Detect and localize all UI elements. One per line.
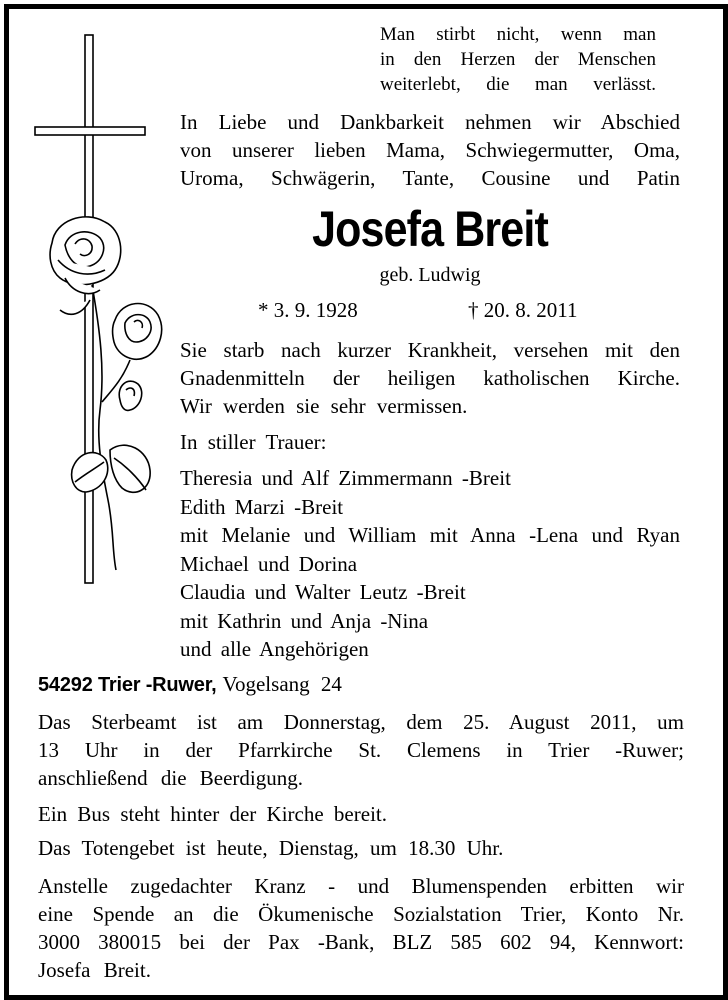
- birth-date: * 3. 9. 1928: [258, 298, 358, 322]
- mourner-line: Edith Marzi -Breit: [180, 494, 344, 519]
- donation-line: eine Spende an die Ökumenische Sozialstation Trier, Konto Nr.: [38, 902, 684, 926]
- mourner-line: Michael und Dorina: [180, 551, 358, 576]
- rose-flower-lower-icon: [113, 304, 162, 360]
- address-street: Vogelsang 24: [222, 672, 342, 696]
- address-city: 54292 Trier -Ruwer,: [38, 674, 217, 696]
- mourner-line: mit Melanie und William mit Anna -Lena und Ryan: [180, 523, 680, 547]
- intro-line: In Liebe und Dankbarkeit nehmen wir Abschied: [180, 110, 680, 134]
- deceased-name: Josefa Breit: [312, 201, 548, 257]
- mourner-line: Claudia und Walter Leutz -Breit: [180, 580, 466, 604]
- mourner-line: und alle Angehörigen: [180, 637, 369, 661]
- death-notice: [180, 336, 680, 420]
- funeral-line: 13 Uhr in der Pfarrkirche St. Clemens in Trier -Ruwer;: [38, 738, 684, 762]
- rose-bud-icon: [119, 381, 141, 410]
- motto-line: weiterlebt, die man verlässt.: [380, 74, 656, 95]
- rose-flower-upper-icon: [50, 217, 121, 294]
- funeral-details: [38, 708, 684, 792]
- mourner-line: Theresia und Alf Zimmermann -Breit: [180, 466, 511, 490]
- funeral-line: anschließend die Beerdigung.: [38, 766, 304, 790]
- donation-line: 3000 380015 bei der Pax -Bank, BLZ 585 602 94, Kennwort:: [38, 930, 684, 954]
- motto-line: Man stirbt nicht, wenn man: [380, 24, 656, 45]
- mourning-label: In stiller Trauer:: [180, 430, 327, 454]
- donation-request: [38, 872, 684, 984]
- death-notice-line: Sie starb nach kurzer Krankheit, versehen mit den: [180, 338, 680, 362]
- birth-name: geb. Ludwig: [379, 264, 481, 286]
- intro-line: von unserer lieben Mama, Schwiegermutter, Oma,: [180, 138, 680, 162]
- death-notice-line: Wir werden sie sehr vermissen.: [180, 394, 468, 418]
- bus-note: Ein Bus steht hinter der Kirche bereit.: [38, 802, 387, 826]
- donation-line: Josefa Breit.: [38, 958, 151, 982]
- intro-paragraph: [180, 108, 680, 192]
- intro-line: Uroma, Schwägerin, Tante, Cousine und Patin: [180, 166, 680, 190]
- death-notice-line: Gnadenmitteln der heiligen katholischen Kirche.: [180, 366, 680, 390]
- mourners-list: [180, 464, 680, 664]
- funeral-line: Das Sterbeamt ist am Donnerstag, dem 25. August 2011, um: [38, 710, 684, 734]
- donation-line: Anstelle zugedachter Kranz - und Blumenspenden erbitten wir: [38, 874, 684, 898]
- prayer-note: Das Totengebet ist heute, Dienstag, um 18.30 Uhr.: [38, 836, 504, 860]
- mourner-line: mit Kathrin und Anja -Nina: [180, 608, 429, 633]
- death-date: † 20. 8. 2011: [468, 298, 578, 322]
- motto-quote: [380, 22, 656, 97]
- cross-with-roses-illustration: [30, 30, 170, 590]
- motto-line: in den Herzen der Menschen: [380, 49, 656, 70]
- family-address: [38, 672, 342, 697]
